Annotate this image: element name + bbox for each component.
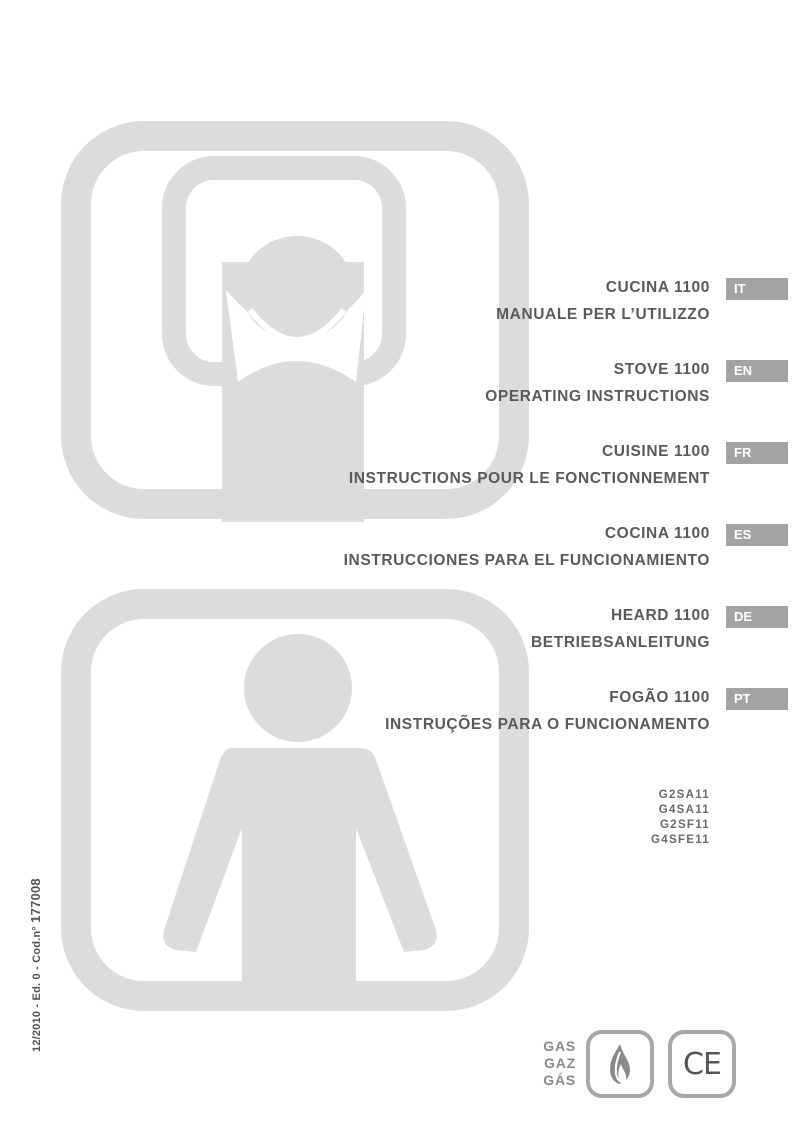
product-title: COCINA 1100	[604, 525, 710, 542]
language-section-fr	[168, 442, 788, 487]
person-icon	[76, 604, 514, 996]
language-badge: FR	[726, 442, 788, 464]
manual-title: OPERATING INSTRUCTIONS	[485, 388, 710, 405]
product-title: FOGÃO 1100	[609, 689, 710, 706]
product-title: HEARD 1100	[610, 607, 710, 624]
language-badge: EN	[726, 360, 788, 382]
manual-title: MANUALE PER L’UTILIZZO	[496, 306, 710, 323]
product-title: CUCINA 1100	[605, 279, 710, 296]
language-section-it	[168, 278, 788, 323]
gas-symbol-box	[586, 1030, 654, 1098]
model-code: G2SF11	[660, 819, 710, 831]
language-section-es	[168, 524, 788, 569]
model-code: G2SA11	[658, 789, 710, 801]
model-list	[651, 788, 710, 848]
product-title: CUISINE 1100	[601, 443, 710, 460]
ce-mark-box	[668, 1030, 736, 1098]
model-code: G4SFE11	[651, 834, 710, 846]
edition-text: 12/2010 - Ed. 0 - Cod.n°	[31, 926, 43, 1052]
gas-label: GAZ	[544, 1055, 576, 1071]
language-badge: IT	[726, 278, 788, 300]
model-code: G4SA11	[658, 804, 710, 816]
language-section-en	[168, 360, 788, 405]
document-code	[28, 878, 43, 1052]
language-section-de	[168, 606, 788, 651]
code-number: 177008	[28, 878, 43, 923]
manual-title: INSTRUCTIONS POUR LE FONCTIONNEMENT	[348, 470, 710, 487]
language-badge: PT	[726, 688, 788, 710]
product-title: STOVE 1100	[613, 361, 710, 378]
manual-title: BETRIEBSANLEITUNG	[531, 634, 710, 651]
language-badge: ES	[726, 524, 788, 546]
gas-label: GÁS	[543, 1072, 576, 1088]
gas-label: GAS	[543, 1038, 576, 1054]
flame-icon	[590, 1034, 650, 1094]
manual-title: INSTRUÇÕES PARA O FUNCIONAMENTO	[385, 716, 710, 733]
language-badge: DE	[726, 606, 788, 628]
ce-mark-icon: CE	[683, 1046, 721, 1082]
language-section-pt	[168, 688, 788, 733]
manual-title: INSTRUCCIONES PARA EL FUNCIONAMIENTO	[343, 552, 710, 569]
gas-labels	[528, 1038, 576, 1089]
